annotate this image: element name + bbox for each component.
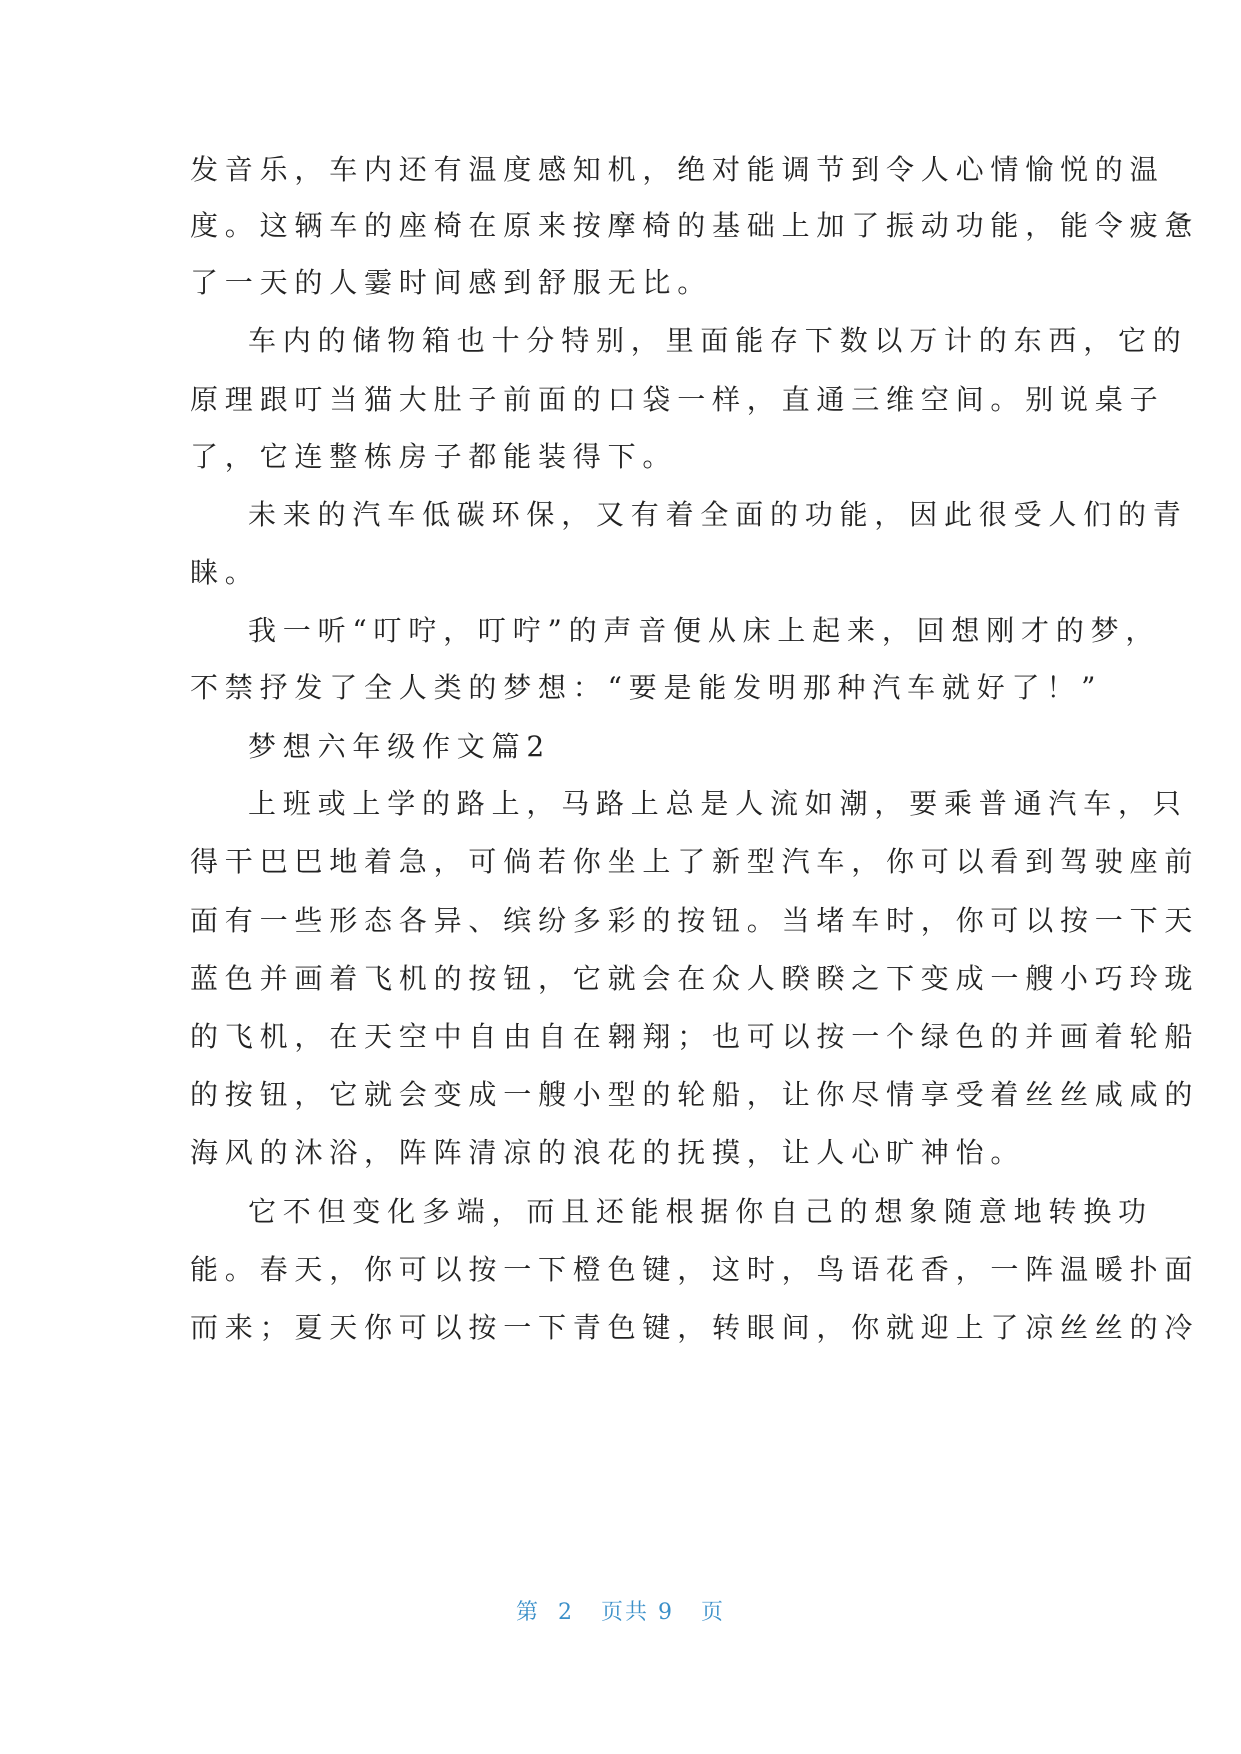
text-line: 车内的储物箱也十分特别，里面能存下数以万计的东西，它的 [248,324,1188,357]
text-line: 海风的沐浴，阵阵清凉的浪花的抚摸，让人心旷神怡。 [190,1136,1026,1169]
text-line: 了，它连整栋房子都能装得下。 [190,440,678,473]
text-line: 了一天的人霎时间感到舒服无比。 [190,266,713,299]
page-number-footer: 第 2 页共 9 页 [516,1600,725,1625]
text-line: 原理跟叮当猫大肚子前面的口袋一样，直通三维空间。别说桌子 [190,383,1165,416]
text-line: 能。春天，你可以按一下橙色键，这时，鸟语花香，一阵温暖扑面 [190,1253,1200,1286]
text-line: 的按钮，它就会变成一艘小型的轮船，让你尽情享受着丝丝咸咸的 [190,1078,1200,1111]
section-heading: 梦想六年级作文篇2 [248,730,552,763]
text-line: 未来的汽车低碳环保，又有着全面的功能，因此很受人们的青 [248,498,1188,531]
text-line: 它不但变化多端，而且还能根据你自己的想象随意地转换功 [248,1195,1153,1228]
text-line: 的飞机，在天空中自由自在翱翔；也可以按一个绿色的并画着轮船 [190,1020,1200,1053]
text-line: 不禁抒发了全人类的梦想：“要是能发明那种汽车就好了！” [190,671,1103,704]
text-line: 度。这辆车的座椅在原来按摩椅的基础上加了振动功能，能令疲惫 [190,209,1200,242]
text-line: 发音乐，车内还有温度感知机，绝对能调节到令人心情愉悦的温 [190,153,1165,186]
text-line: 蓝色并画着飞机的按钮，它就会在众人睽睽之下变成一艘小巧玲珑 [190,962,1200,995]
text-line: 上班或上学的路上，马路上总是人流如潮，要乘普通汽车，只 [248,787,1188,820]
text-line: 得干巴巴地着急，可倘若你坐上了新型汽车，你可以看到驾驶座前 [190,845,1200,878]
text-line: 面有一些形态各异、缤纷多彩的按钮。当堵车时，你可以按一下天 [190,904,1200,937]
text-line: 我一听“叮咛，叮咛”的声音便从床上起来，回想刚才的梦， [248,614,1161,647]
text-line: 睐。 [190,556,260,589]
text-line: 而来；夏天你可以按一下青色键，转眼间，你就迎上了凉丝丝的冷 [190,1311,1200,1344]
